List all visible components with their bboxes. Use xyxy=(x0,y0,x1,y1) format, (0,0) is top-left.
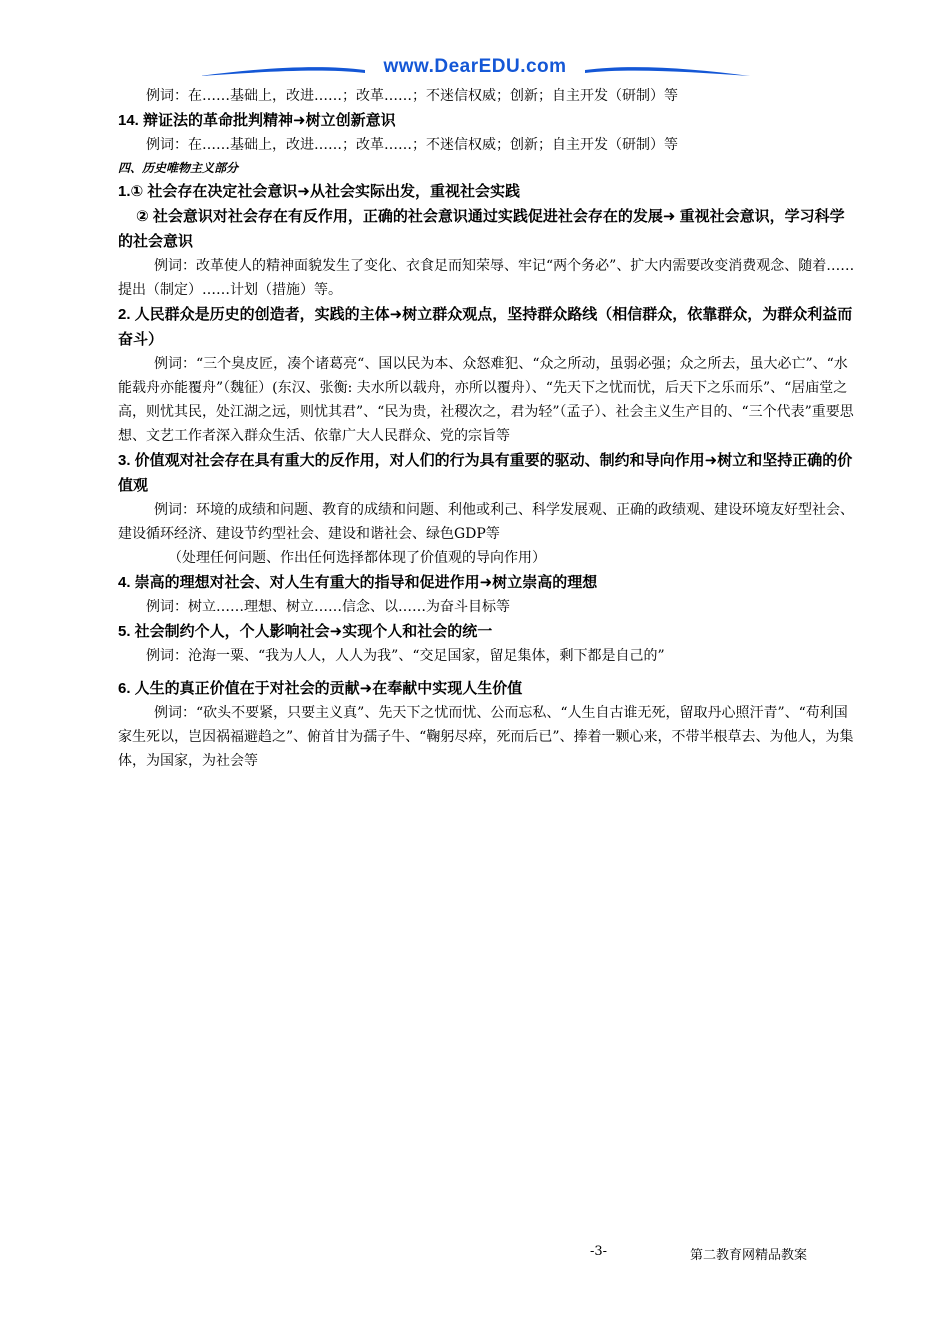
section-heading: 2. 人民群众是历史的创造者，实践的主体➜树立群众观点，坚持群众路线（相信群众，依靠群众，为群众利益而奋斗） xyxy=(118,306,853,348)
example-paragraph: 例词：改革使人的精神面貌发生了变化、衣食足而知荣辱、牢记“两个务必”、扩大内需要改变消费观念、随着……提出（制定）……计划（措施）等。 xyxy=(118,258,855,298)
part-heading: 四、历史唯物主义部分 xyxy=(118,161,239,175)
site-logo[interactable]: www.DearEDU.com xyxy=(383,56,567,77)
example-paragraph: 例词：“砍头不要紧，只要主义真”、先天下之忧而忧、公而忘私、“人生自古谁无死，留取丹心照汗青”、“苟利国家生死以，岂因祸福避趋之”、俯首甘为孺子牛、“鞠躬尽瘁，死而后已”、捧着一颗心来，不带半根草去、为他人，为集体，为国家，为社会等 xyxy=(118,705,854,769)
section-heading: 4. 崇高的理想对社会、对人生有重大的指导和促进作用➜树立崇高的理想 xyxy=(118,574,598,591)
section-heading: 1.① 社会存在决定社会意识➜从社会实际出发，重视社会实践 xyxy=(118,183,520,200)
section-heading: 5. 社会制约个人，个人影响社会➜实现个人和社会的统一 xyxy=(118,623,493,640)
footer-text: 第二教育网精品教案 xyxy=(690,1248,808,1263)
section-heading: 6. 人生的真正价值在于对社会的贡献➜在奉献中实现人生价值 xyxy=(118,680,523,697)
section-heading: ② 社会意识对社会存在有反作用，正确的社会意识通过实践促进社会存在的发展➜ 重视社会意识，学习科学的社会意识 xyxy=(118,208,845,250)
site-header xyxy=(200,52,750,88)
section-heading: 3. 价值观对社会存在具有重大的反作用，对人们的行为具有重要的驱动、制约和导向作用➜树立和坚持正确的价值观 xyxy=(118,452,853,494)
example-line: 例词：在……基础上，改进……；改革……；不迷信权威；创新；自主开发（研制）等 xyxy=(146,137,678,153)
example-paragraph: 例词：“三个臭皮匠，凑个诸葛亮“、国以民为本、众怒难犯、“众之所动，虽弱必强；众之所去，虽大必亡”、“水能载舟亦能覆舟”（魏征）(东汉、张衡: 夫水所以载舟，亦所以覆舟）、“先天下之忧而忧，后天下之乐而乐”、“居庙堂之高，则忧其民，处江湖之远，则忧其君”、“民为贵，社稷次之，君为轻”（孟子）、社会主义生产目的、“三个代表”重要思想、文艺工作者深入群众生活、依靠广大人民群众、党的宗旨等 xyxy=(118,356,854,444)
document-body xyxy=(118,84,858,773)
page-number: -3- xyxy=(590,1244,608,1259)
example-paragraph: 例词：环境的成绩和问题、教育的成绩和问题、利他或利己、科学发展观、正确的政绩观、建设环境友好型社会、建设循环经济、建设节约型社会、建设和谐社会、绿色GDP等 xyxy=(118,502,854,542)
section-heading: 14. 辩证法的革命批判精神➜树立创新意识 xyxy=(118,112,396,129)
example-line: 例词：树立……理想、树立……信念、以……为奋斗目标等 xyxy=(146,599,510,615)
note-line: （处理任何问题、作出任何选择都体现了价值观的导向作用） xyxy=(168,550,546,566)
example-line: 例词：沧海一粟、“我为人人，人人为我”、“交足国家，留足集体，剩下都是自己的” xyxy=(146,648,665,664)
example-line: 例词：在……基础上，改进……；改革……；不迷信权威；创新；自主开发（研制）等 xyxy=(146,88,678,104)
